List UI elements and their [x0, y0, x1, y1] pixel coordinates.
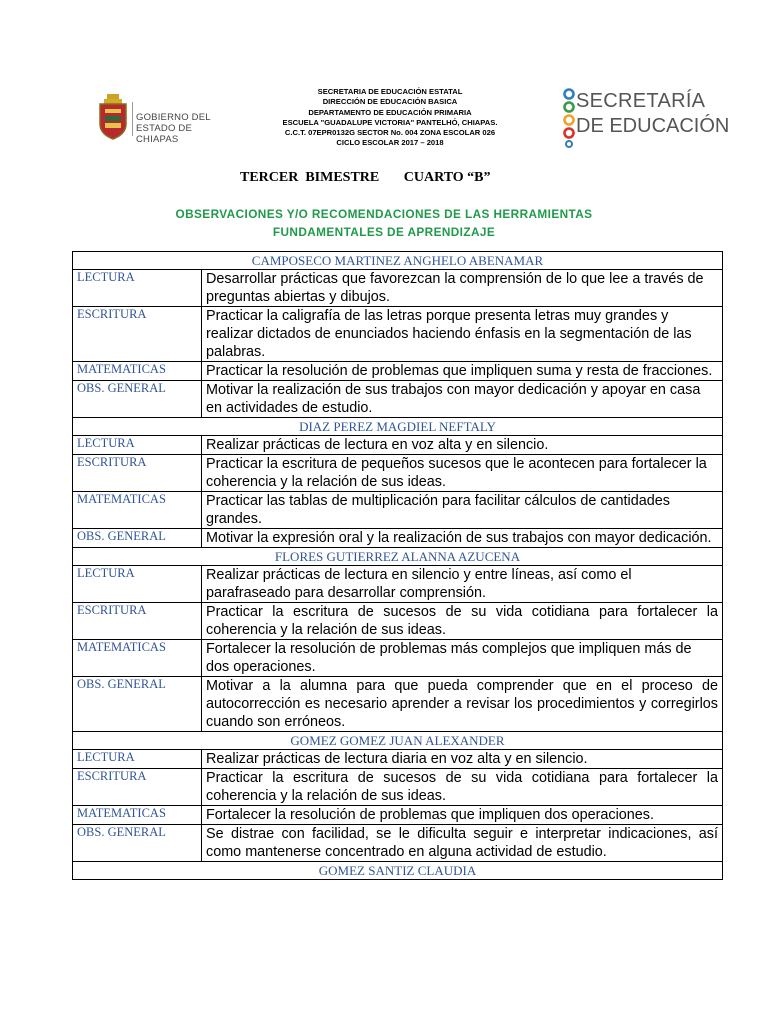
- table-row: [73, 455, 723, 492]
- observation-text: Se distrae con facilidad, se le dificulta seguir e interpretar indicaciones, así como mantenerse concentrado en alguna actividad de estudio.: [202, 825, 723, 862]
- table-row: [73, 769, 723, 806]
- area-label: LECTURA: [73, 750, 202, 769]
- observation-text: Motivar la realización de sus trabajos con mayor dedicación y apoyar en casa en actividades de estudio.: [202, 381, 723, 418]
- student-name-row: [73, 252, 723, 270]
- observation-text: Motivar a la alumna para que pueda comprender que en el proceso de autocorrección es necesario aprender a revisar los procedimientos y corregirlos cuando son erróneos.: [202, 677, 723, 732]
- area-label: ESCRITURA: [73, 603, 202, 640]
- area-label: MATEMATICAS: [73, 362, 202, 381]
- observation-text: Realizar prácticas de lectura diaria en voz alta y en silencio.: [202, 750, 723, 769]
- area-label: MATEMATICAS: [73, 640, 202, 677]
- gobierno-chiapas-text: [136, 112, 226, 145]
- logo-left-line-2: ESTADO DE CHIAPAS: [136, 123, 192, 145]
- table-row: [73, 677, 723, 732]
- student-name: GOMEZ GOMEZ JUAN ALEXANDER: [73, 732, 723, 750]
- observation-text: Fortalecer la resolución de problemas más complejos que impliquen más de dos operaciones.: [202, 640, 723, 677]
- table-row: [73, 566, 723, 603]
- table-row: [73, 640, 723, 677]
- logo-right-line-1: SECRETARÍA: [576, 90, 706, 112]
- observation-text: Practicar la escritura de pequeños sucesos que le acontecen para fortalecer la coherencia y la relación de sus ideas.: [202, 455, 723, 492]
- observation-text: Practicar la resolución de problemas que impliquen suma y resta de fracciones.: [202, 362, 723, 381]
- area-label: ESCRITURA: [73, 307, 202, 362]
- header-line-3: DEPARTAMENTO DE EDUCACIÓN PRIMARIA: [308, 107, 472, 117]
- secretaria-educacion-logo: [562, 87, 730, 149]
- table-row: [73, 529, 723, 548]
- area-label: ESCRITURA: [73, 455, 202, 492]
- student-name: FLORES GUTIERREZ ALANNA AZUCENA: [73, 548, 723, 566]
- institution-header: [230, 87, 550, 149]
- observation-text: Realizar prácticas de lectura en voz alta y en silencio.: [202, 436, 723, 455]
- observation-text: Motivar la expresión oral y la realización de sus trabajos con mayor dedicación.: [202, 529, 723, 548]
- header-line-2: DIRECCIÓN DE EDUCACIÓN BASICA: [322, 97, 458, 107]
- observation-text: Practicar la escritura de sucesos de su vida cotidiana para fortalecer la coherencia y la relación de sus ideas.: [202, 769, 723, 806]
- observation-text: Practicar la escritura de sucesos de su vida cotidiana para fortalecer la coherencia y la relación de sus ideas.: [202, 603, 723, 640]
- observations-table: [72, 251, 723, 880]
- bimestre-heading: TERCER BIMESTRE CUARTO “B”: [240, 170, 491, 185]
- area-label: OBS. GENERAL: [73, 529, 202, 548]
- student-name-row: [73, 862, 723, 880]
- header-line-5: C.C.T. 07EPR0132G SECTOR No. 004 ZONA ESCOLAR 026: [284, 128, 496, 138]
- header-line-6: CICLO ESCOLAR 2017 – 2018: [336, 138, 444, 148]
- gobierno-chiapas-logo: [96, 94, 226, 145]
- table-row: [73, 750, 723, 769]
- table-row: [73, 307, 723, 362]
- observation-text: Fortalecer la resolución de problemas que impliquen dos operaciones.: [202, 806, 723, 825]
- observation-text: Practicar la caligrafía de las letras porque presenta letras muy grandes y realizar dictados de enunciados haciendo énfasis en la segmentación de las palabras.: [202, 307, 723, 362]
- observation-text: Desarrollar prácticas que favorezcan la comprensión de lo que lee a través de preguntas abiertas y dibujos.: [202, 270, 723, 307]
- logo-right-line-2: DE EDUCACIÓN: [576, 115, 730, 137]
- table-row: [73, 492, 723, 529]
- student-name-row: [73, 548, 723, 566]
- logo-divider: [132, 102, 133, 136]
- student-name-row: [73, 732, 723, 750]
- area-label: LECTURA: [73, 566, 202, 603]
- area-label: LECTURA: [73, 436, 202, 455]
- area-label: LECTURA: [73, 270, 202, 307]
- header-line-4: ESCUELA "GUADALUPE VICTORIA" PANTELHÓ, CHIAPAS.: [282, 117, 498, 127]
- table-row: [73, 806, 723, 825]
- area-label: OBS. GENERAL: [73, 677, 202, 732]
- table-row: [73, 270, 723, 307]
- area-label: ESCRITURA: [73, 769, 202, 806]
- colored-rings-icon: [562, 87, 576, 149]
- table-row: [73, 381, 723, 418]
- observation-text: Practicar las tablas de multiplicación para facilitar cálculos de cantidades grandes.: [202, 492, 723, 529]
- student-name: DIAZ PEREZ MAGDIEL NEFTALY: [73, 418, 723, 436]
- logo-left-line-1: GOBIERNO DEL: [136, 112, 211, 123]
- title-line-1: OBSERVACIONES Y/O RECOMENDACIONES DE LAS HERRAMIENTAS: [175, 207, 593, 221]
- title-line-2: FUNDAMENTALES DE APRENDIZAJE: [272, 225, 496, 239]
- area-label: MATEMATICAS: [73, 806, 202, 825]
- area-label: MATEMATICAS: [73, 492, 202, 529]
- header-line-1: SECRETARIA DE EDUCACIÓN ESTATAL: [317, 87, 463, 96]
- area-label: OBS. GENERAL: [73, 825, 202, 862]
- table-row: [73, 362, 723, 381]
- table-row: [73, 825, 723, 862]
- table-row: [73, 436, 723, 455]
- area-label: OBS. GENERAL: [73, 381, 202, 418]
- student-name: CAMPOSECO MARTINEZ ANGHELO ABENAMAR: [73, 252, 723, 270]
- observation-text: Realizar prácticas de lectura en silencio y entre líneas, así como el parafraseado para desarrollar comprensión.: [202, 566, 723, 603]
- table-row: [73, 603, 723, 640]
- state-shield-icon: [96, 94, 130, 140]
- student-name-row: [73, 418, 723, 436]
- student-name: GOMEZ SANTIZ CLAUDIA: [73, 862, 723, 880]
- document-title: [72, 205, 696, 241]
